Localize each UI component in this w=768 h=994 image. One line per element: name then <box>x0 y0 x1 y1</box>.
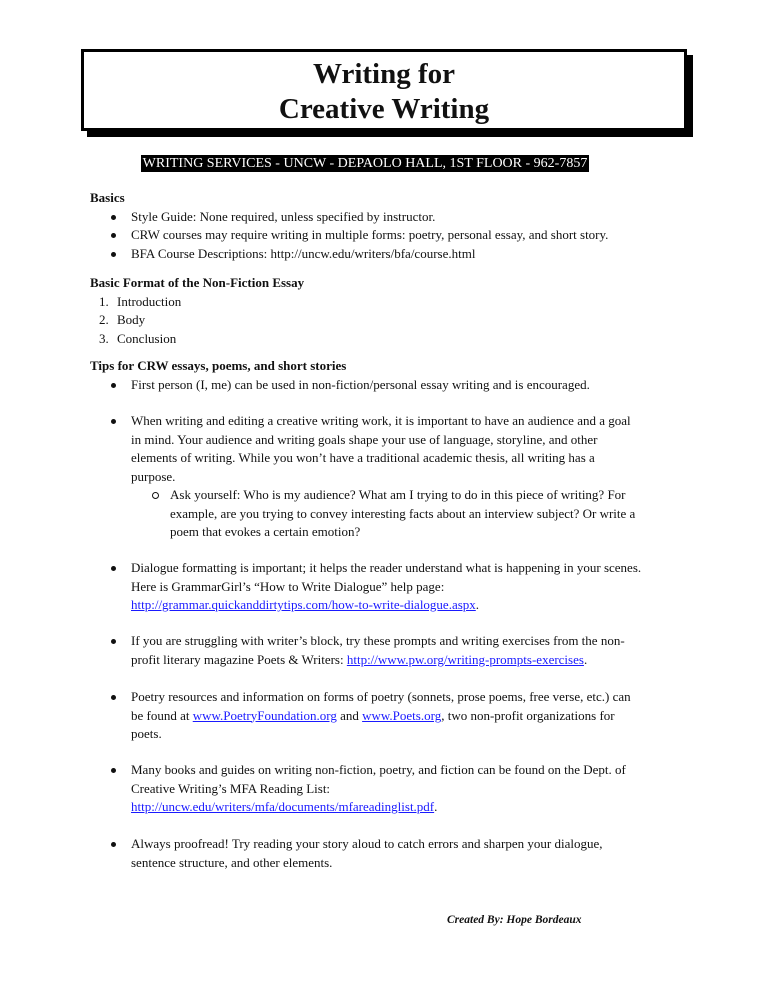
text-segment: sentence structure, and other elements. <box>131 854 333 870</box>
tip-line <box>131 725 631 744</box>
list-item <box>90 245 608 264</box>
numbered-item-text: Conclusion <box>117 330 177 346</box>
tip-bullet <box>90 835 603 872</box>
tip-line <box>131 596 641 615</box>
tip-item <box>90 376 590 395</box>
numbered-item <box>90 330 304 349</box>
text-segment: and <box>336 707 363 723</box>
text-segment: in mind. Your audience and writing goals shape your use of language, storyline, and other <box>131 431 598 447</box>
tip-line <box>131 431 635 450</box>
tip-line <box>131 780 626 799</box>
tip-bullet <box>90 632 625 669</box>
tip-line <box>131 376 590 395</box>
sub-line <box>170 505 635 524</box>
text-segment: Many books and guides on writing non-fiction, poetry, and fiction can be found on the Dept. of <box>131 762 626 777</box>
tip-item <box>90 761 626 817</box>
text-segment: . <box>583 651 588 667</box>
page-title-line-1: Writing for <box>312 58 456 90</box>
tip-line <box>131 707 631 726</box>
bullet-icon <box>111 233 116 238</box>
item-number: 2. <box>99 312 109 327</box>
tip-bullet <box>90 688 631 744</box>
text-segment: When writing and editing a creative writing work, it is important to have an audience and a goal <box>131 413 631 428</box>
text-segment: Always proofread! Try reading your story aloud to catch errors and sharpen your dialogue, <box>131 836 603 851</box>
bullet-icon <box>111 566 116 571</box>
tip-line <box>131 559 641 578</box>
text-segment: Dialogue formatting is important; it helps the reader understand what is happening in your scenes. <box>131 560 642 575</box>
title-box <box>81 49 687 131</box>
text-segment: Creative Writing’s MFA Reading List: <box>131 780 331 796</box>
tip-line <box>131 468 635 487</box>
hollow-bullet-icon <box>152 492 159 499</box>
list-item <box>90 208 608 227</box>
tips-section <box>90 357 346 376</box>
format-section <box>90 274 304 348</box>
tip-item <box>90 835 603 872</box>
hyperlink[interactable]: www.PoetryFoundation.org <box>192 707 337 723</box>
numbered-item-text: Introduction <box>117 293 182 309</box>
list-item-text: CRW courses may require writing in multiple forms: poetry, personal essay, and short story. <box>131 227 609 242</box>
text-segment: First person (I, me) can be used in non-fiction/personal essay writing and is encouraged. <box>131 377 590 392</box>
tip-line <box>131 449 635 468</box>
sub-line <box>170 523 635 542</box>
text-segment: elements of writing. While you won’t have a traditional academic thesis, all writing has a <box>131 450 595 465</box>
hyperlink[interactable]: http://www.pw.org/writing-prompts-exercises <box>346 651 584 667</box>
hyperlink[interactable]: http://uncw.edu/writers/mfa/documents/mfareadinglist.pdf <box>131 799 435 814</box>
basics-section <box>90 189 608 263</box>
bullet-icon <box>111 383 116 388</box>
tip-line <box>131 761 626 780</box>
tip-bullet <box>90 412 635 542</box>
tip-line <box>131 632 625 651</box>
bullet-icon <box>111 842 116 847</box>
text-segment: be found at <box>131 707 193 723</box>
text-segment: Ask yourself: Who is my audience? What am I trying to do in this piece of writing? For <box>170 487 626 502</box>
contact-banner: WRITING SERVICES - UNCW - DEPAOLO HALL, 1ST FLOOR - 962-7857 <box>142 156 588 171</box>
text-segment: . <box>475 597 480 612</box>
text-segment: example, are you trying to convey interesting facts about an interview subject? Or write a <box>170 505 636 521</box>
tip-line <box>131 835 603 854</box>
tip-item <box>90 632 625 669</box>
numbered-item-text: Body <box>117 312 146 327</box>
bullet-icon <box>111 695 116 700</box>
author-credit: Created By: Hope Bordeaux <box>447 914 582 926</box>
text-segment: poets. <box>131 726 162 741</box>
hyperlink[interactable]: http://grammar.quickanddirtytips.com/how-to-write-dialogue.aspx <box>131 597 476 612</box>
text-segment: , two non-profit organizations for <box>441 707 615 723</box>
tip-line <box>131 854 603 873</box>
bullet-icon <box>111 768 116 773</box>
tip-bullet <box>90 761 626 817</box>
sub-line <box>170 486 635 505</box>
list-item <box>90 226 608 245</box>
text-segment: profit literary magazine Poets & Writers: <box>131 651 347 667</box>
text-segment: . <box>434 799 438 814</box>
list-item-text: Style Guide: None required, unless specified by instructor. <box>131 208 436 224</box>
text-segment: Here is GrammarGirl’s “How to Write Dialogue” help page: <box>131 578 445 594</box>
numbered-item <box>90 293 304 312</box>
text-segment: Poetry resources and information on forms of poetry (sonnets, prose poems, free verse, etc.) can <box>131 689 631 704</box>
bullet-icon <box>111 215 116 220</box>
item-number: 3. <box>99 330 109 346</box>
tip-line <box>131 412 635 431</box>
page-title-line-2: Creative Writing <box>278 93 490 125</box>
tip-line <box>131 688 631 707</box>
tip-item <box>90 688 631 744</box>
item-number: 1. <box>99 293 109 309</box>
format-list <box>90 293 304 349</box>
bullet-icon <box>111 639 116 644</box>
numbered-item <box>90 311 304 330</box>
tip-line <box>131 578 641 597</box>
tip-item <box>90 412 635 486</box>
text-segment: purpose. <box>131 468 176 484</box>
tip-bullet <box>90 376 590 395</box>
basics-list <box>90 208 608 264</box>
bullet-icon <box>111 252 116 257</box>
text-segment: poem that evokes a certain emotion? <box>170 524 361 539</box>
tip-line <box>131 651 625 670</box>
format-heading: Basic Format of the Non-Fiction Essay <box>90 275 305 290</box>
sub-bullet <box>90 486 635 542</box>
hyperlink[interactable]: www.Poets.org <box>362 707 442 723</box>
text-segment: If you are struggling with writer’s block, try these prompts and writing exercises from the non- <box>131 633 625 648</box>
tip-bullet <box>90 559 641 615</box>
tips-heading: Tips for CRW essays, poems, and short stories <box>90 358 347 373</box>
list-item-text: BFA Course Descriptions: http://uncw.edu/writers/bfa/course.html <box>131 245 476 261</box>
tip-item <box>90 559 641 615</box>
bullet-icon <box>111 419 116 424</box>
basics-heading: Basics <box>90 190 125 205</box>
tip-line <box>131 798 626 817</box>
